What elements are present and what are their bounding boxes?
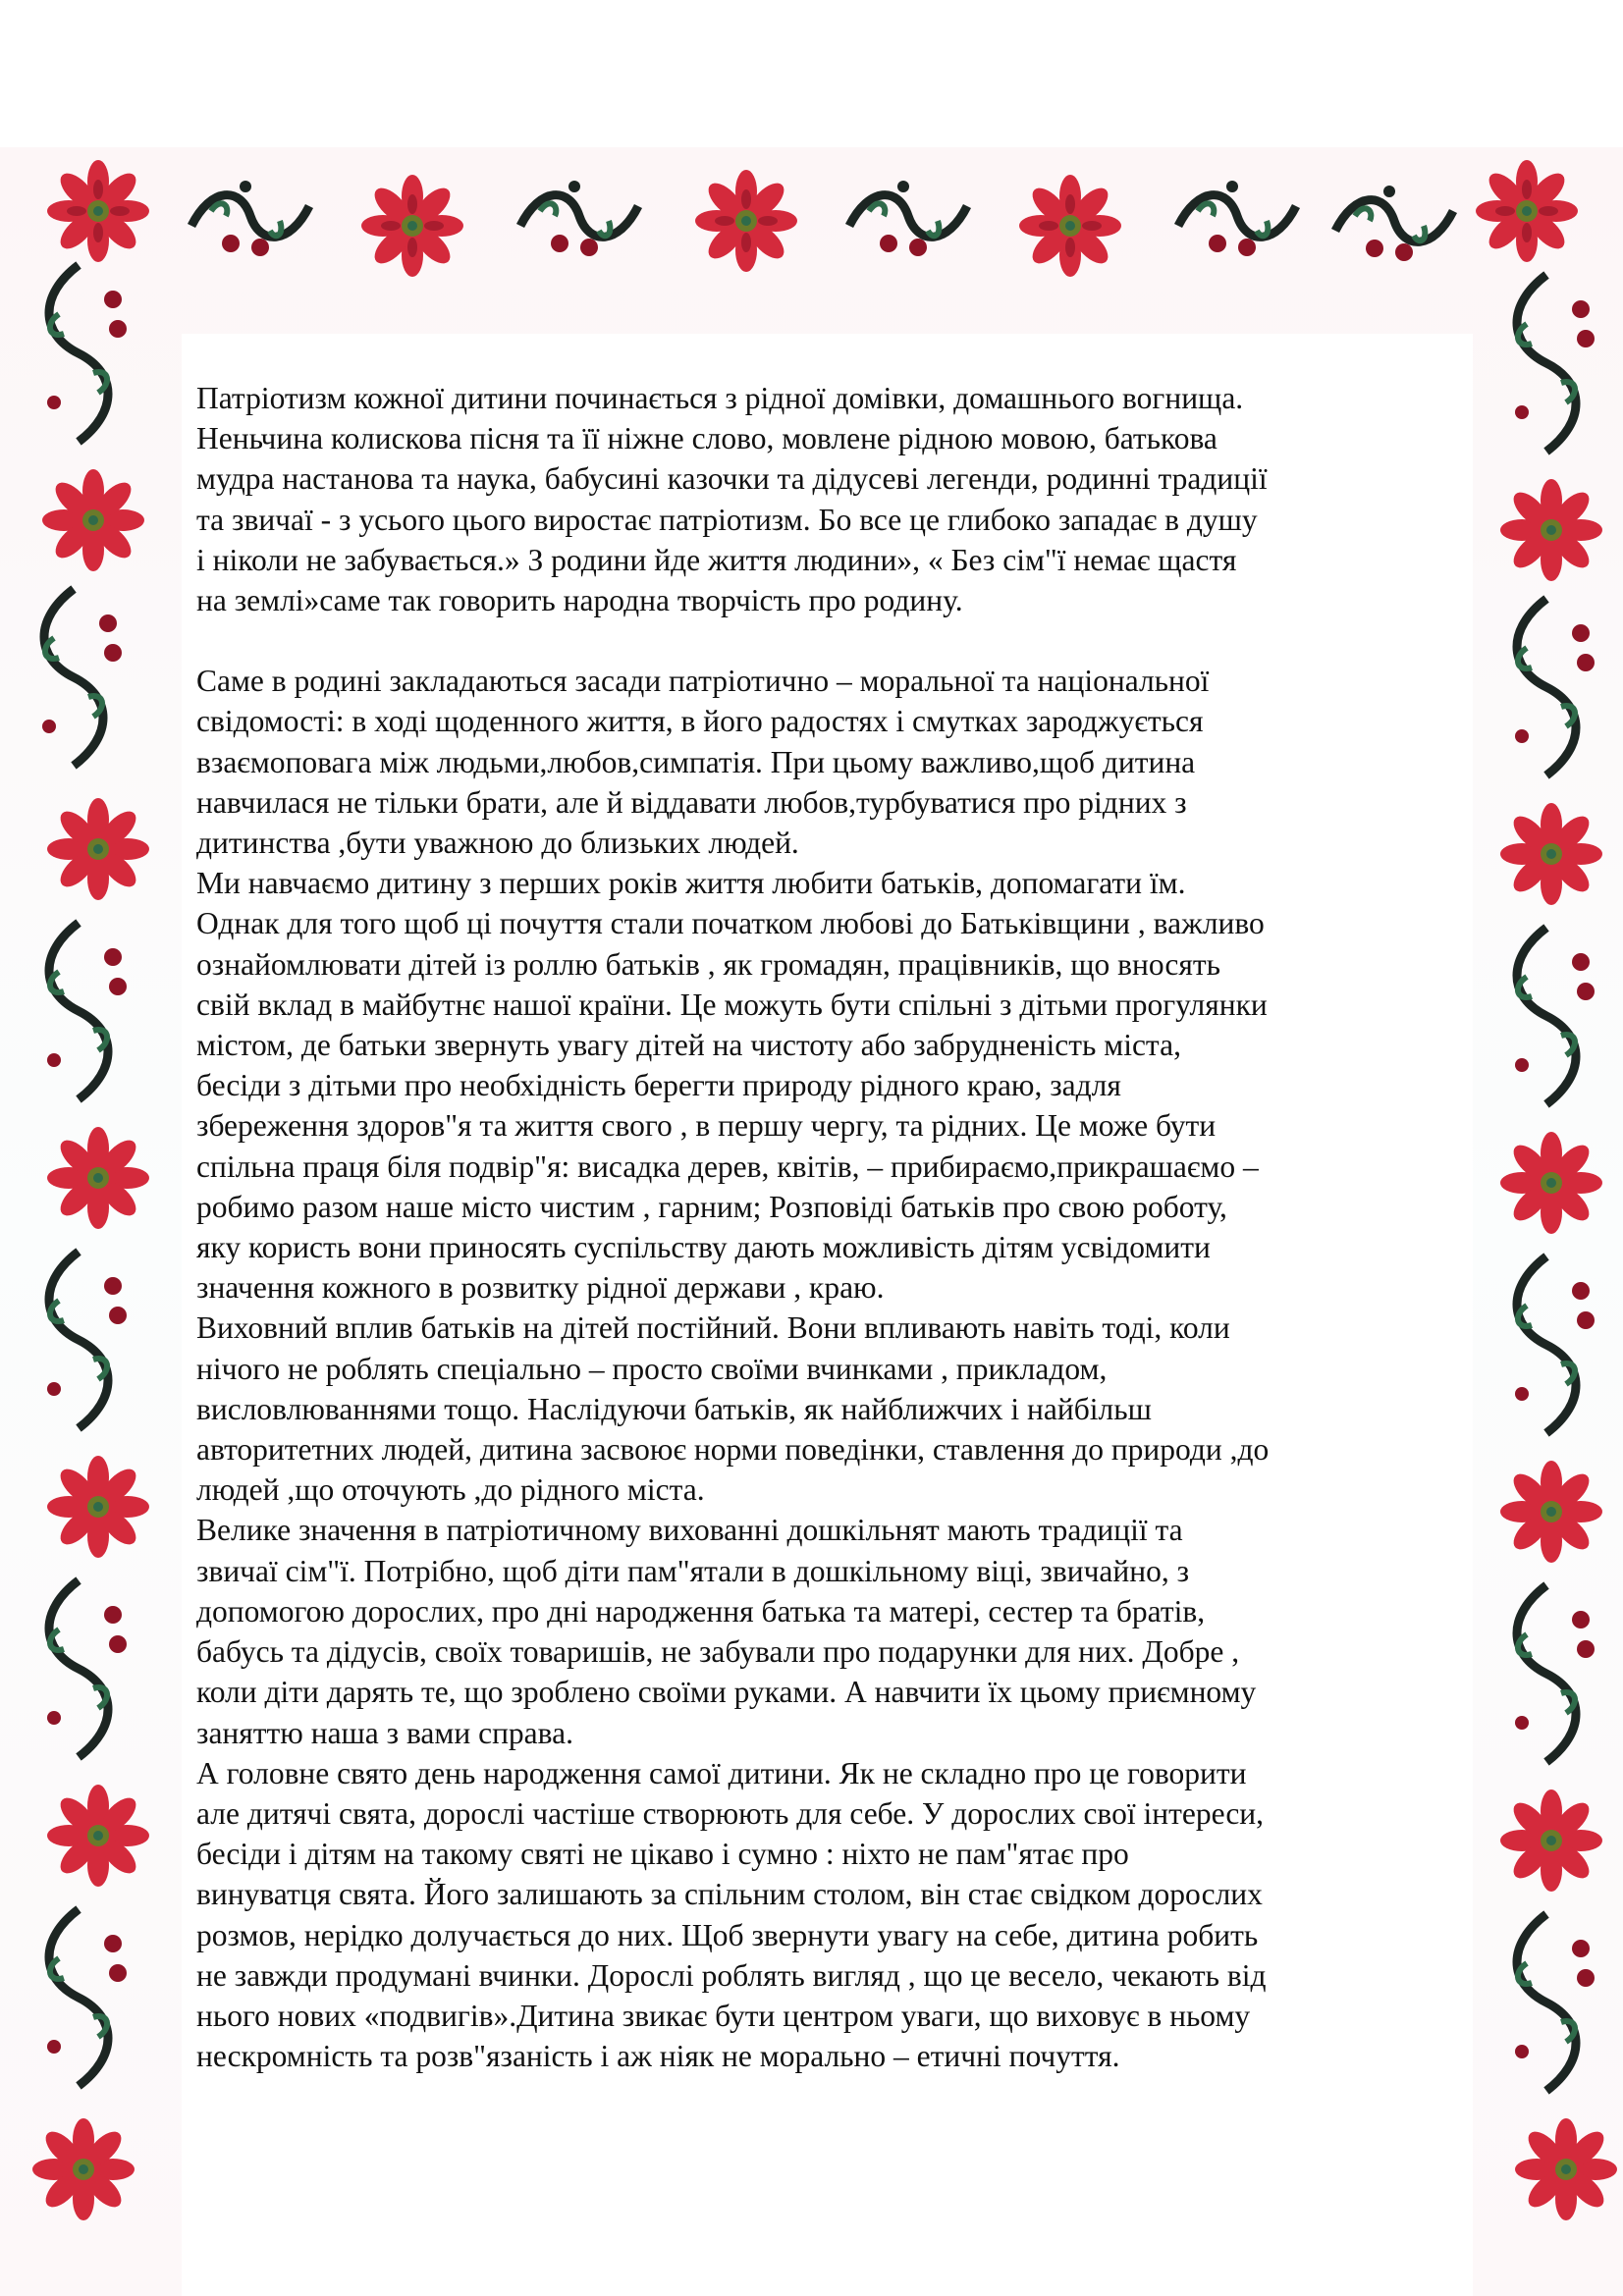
text-line: бесіди і дітям на такому святі не цікаво і сумно : ніхто не пам"ятає про <box>196 1837 1129 1872</box>
paragraph <box>196 661 1473 863</box>
text-line: А головне свято день народження самої дитини. Як не складно про це говорити <box>196 1755 1247 1790</box>
paragraph <box>196 378 1473 620</box>
text-line: яку користь вони приносять суспільству дають можливість дітям усвідомити <box>196 1230 1211 1265</box>
text-line: нічого не роблять спеціально – просто своїми вчинками , прикладом, <box>196 1351 1108 1386</box>
text-line: авторитетних людей, дитина засвоює норми поведінки, ставлення до природи ,до <box>196 1432 1270 1468</box>
text-line: бабусь та дідусів, своїх товаришів, не забували про подарунки для них. Добре , <box>196 1634 1240 1670</box>
text-line: взаємоповага між людьми,любов,симпатія. При цьому важливо,щоб дитина <box>196 744 1196 779</box>
text-line: допомогою дорослих, про дні народження батька та матері, сестер та братів, <box>196 1593 1206 1629</box>
text-line: нескромність та розв"язаність і аж ніяк не морально – етичні почуття. <box>196 2039 1120 2074</box>
text-line: значення кожного в розвитку рідної держави , краю. <box>196 1270 885 1306</box>
paragraph <box>196 1753 1473 2077</box>
text-line: але дитячі свята, дорослі частіше створюють для себе. У дорослих свої інтереси, <box>196 1795 1265 1831</box>
text-line: містом, де батьки звернуть увагу дітей на чистоту або забрудненість міста, <box>196 1028 1181 1063</box>
text-line: висловлюваннями тощо. Наслідуючи батьків, як найближчих і найбільш <box>196 1391 1152 1426</box>
text-line: людей ,що оточують ,до рідного міста. <box>196 1472 705 1508</box>
text-line: на землі»саме так говорить народна творчість про родину. <box>196 583 963 618</box>
text-line: ознайомлювати дітей із роллю батьків , як громадян, працівників, що вносять <box>196 946 1221 982</box>
text-line: Патріотизм кожної дитини починається з рідної домівки, домашнього вогнища. <box>196 381 1244 415</box>
text-line: Виховний вплив батьків на дітей постійний. Вони впливають навіть тоді, коли <box>196 1310 1230 1346</box>
text-line: навчилася не тільки брати, але й віддавати любов,турбуватися про рідних з <box>196 784 1187 820</box>
text-line: Велике значення в патріотичному вихованні дошкільнят мають традиції та <box>196 1513 1183 1548</box>
paragraph <box>196 863 1473 1308</box>
text-line: збереження здоров"я та життя свого , в першу чергу, та рідних. Це може бути <box>196 1108 1217 1144</box>
text-line: і ніколи не забувається.» З родини йде життя людини», « Без сім"ї немає щастя <box>196 542 1237 577</box>
text-line: Однак для того щоб ці почуття стали початком любові до Батьківщини , важливо <box>196 906 1265 941</box>
text-line: заняттю наша з вами справа. <box>196 1715 573 1750</box>
text-line: Саме в родині закладаються засади патріотично – моральної та національної <box>196 664 1210 699</box>
text-line: свій вклад в майбутнє нашої країни. Це можуть бути спільні з дітьми прогулянки <box>196 987 1268 1022</box>
text-line: розмов, нерідко долучається до них. Щоб звернути увагу на себе, дитина робить <box>196 1917 1259 1952</box>
text-line: дитинства ,бути уважною до близьких людей. <box>196 826 799 861</box>
text-line: та звичаї - з усього цього виростає патріотизм. Бо все це глибоко западає в душу <box>196 502 1258 537</box>
text-line: винуватця свята. Його залишають за спільним столом, він стає свідком дорослих <box>196 1877 1263 1912</box>
text-line: бесіди з дітьми про необхідність берегти природу рідного краю, задля <box>196 1068 1121 1103</box>
text-line: коли діти дарять те, що зроблено своїми руками. А навчити їх цьому приємному <box>196 1675 1257 1710</box>
text-line: мудра настанова та наука, бабусині казочки та дідусеві легенди, родинні традиції <box>196 461 1268 497</box>
paragraph <box>196 1308 1473 1510</box>
text-line: не завжди продумані вчинки. Дорослі роблять вигляд , що це весело, чекають від <box>196 1957 1267 1993</box>
document-body <box>196 378 1473 2076</box>
text-line: свідомості: в ході щоденного життя, в його радостях і смутках зароджується <box>196 704 1204 739</box>
text-line: спільна праця біля подвір"я: висадка дерев, квітів, – прибираємо,прикрашаємо – <box>196 1148 1259 1184</box>
right-embroidery-border <box>1473 196 1623 2296</box>
text-line: Неньчина колискова пісня та її ніжне слово, мовлене рідною мовою, батькова <box>196 421 1217 456</box>
text-line: Ми навчаємо дитину з перших років життя любити батьків, допомагати їм. <box>196 866 1186 901</box>
paragraph-spacer <box>196 620 1473 661</box>
text-line: нього нових «подвигів».Дитина звикає бути центром уваги, що виховує в ньому <box>196 1998 1251 2033</box>
text-line: робимо разом наше місто чистим , гарним; Розповіді батьків про свою роботу, <box>196 1189 1227 1224</box>
paragraph <box>196 1510 1473 1752</box>
top-embroidery-border <box>0 147 1623 334</box>
left-embroidery-border <box>0 196 182 2296</box>
text-line: звичаї сім"ї. Потрібно, щоб діти пам"ятали в дошкільному віці, звичайно, з <box>196 1553 1190 1588</box>
